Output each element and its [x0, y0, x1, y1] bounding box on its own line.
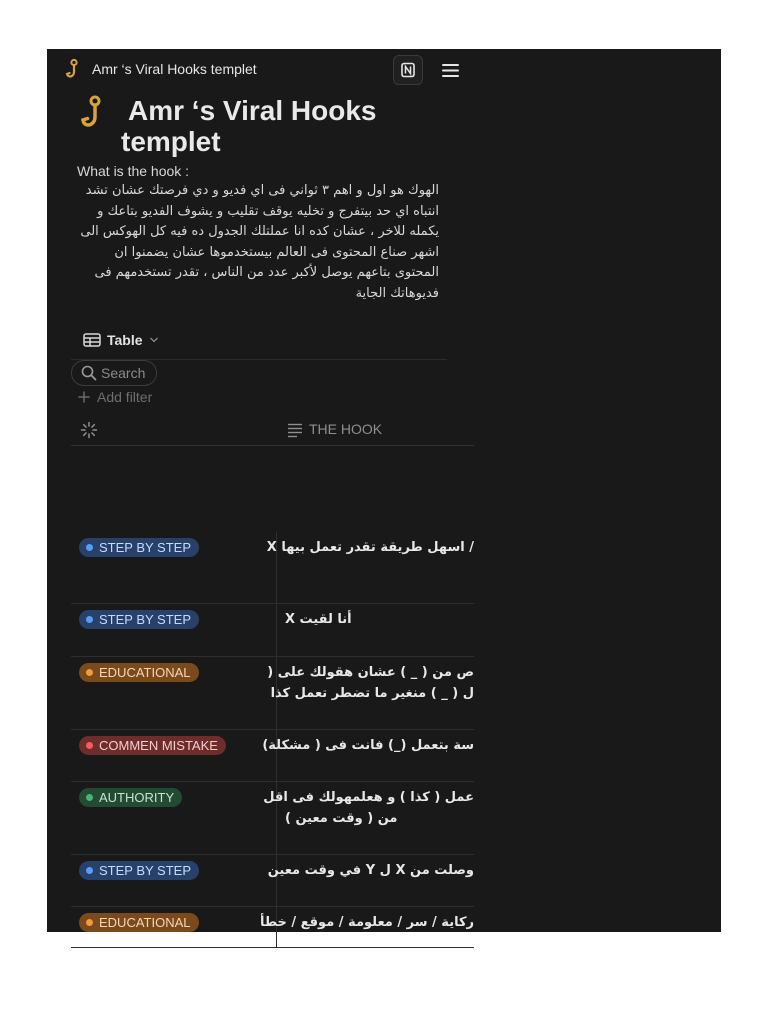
- breadcrumb-title[interactable]: Amr ‘s Viral Hooks templet: [92, 61, 257, 77]
- search-icon: [81, 365, 97, 381]
- description-body: الهوك هو اول و اهم ٣ ثواني فى اي فديو و دي فرصتك عشان تشد انتباه اي حد بيتفرج و تخليه يوقف تقليب و يشوف الفديو بتاعك و يكمله للاخر ، عشان كده انا عملتلك الجدول ده فيه كل الهوكس الى اشهر صناع المحتوى فى العالم بيستخدموها عشان يضمنوا ان المحتوى بتاعهم يوصل لأكبر عدد من الناس ، تقدر تستخدمهم فى فديوهاتك الجاية: [80, 183, 439, 301]
- tag-label: STEP BY STEP: [99, 540, 192, 555]
- tag-cell[interactable]: [71, 855, 277, 906]
- tag-label: AUTHORITY: [99, 790, 175, 805]
- tag-label: STEP BY STEP: [99, 612, 192, 627]
- hook-cell[interactable]: [259, 912, 474, 933]
- tag-label: COMMEN MISTAKE: [99, 738, 218, 753]
- tag-cell[interactable]: [71, 730, 277, 781]
- search-input[interactable]: [71, 360, 157, 386]
- hook-text: ركاية / سر / معلومة / موقع / خطأ: [259, 915, 474, 930]
- hook-cell[interactable]: [267, 662, 474, 704]
- hook-text: عمل ( كذا ) و هعلمهولك فى اقل من ( وقت معين ): [263, 790, 474, 826]
- hook-text: / اسهل طريقة تقدر تعمل بيها X: [266, 540, 474, 555]
- hook-text: وصلت من X ل Y في وقت معين: [267, 863, 474, 878]
- hook-cell[interactable]: [262, 735, 474, 756]
- description-label: What is the hook :: [77, 163, 190, 179]
- text-lines-icon: [287, 422, 303, 438]
- plus-icon: [77, 390, 91, 404]
- hook-cell[interactable]: [267, 860, 474, 881]
- tag-dot: [86, 616, 93, 623]
- view-tab-label: Table: [107, 332, 143, 348]
- hook-cell[interactable]: [285, 609, 474, 630]
- tag-dot: [86, 669, 93, 676]
- search-placeholder: Search: [101, 365, 146, 381]
- tag-dot: [86, 794, 93, 801]
- tag-label: EDUCATIONAL: [99, 665, 191, 680]
- tag-cell[interactable]: [71, 907, 277, 947]
- add-filter-label: Add filter: [97, 389, 153, 405]
- table-body: [71, 532, 474, 948]
- table-row[interactable]: [71, 782, 474, 855]
- menu-icon[interactable]: [437, 59, 463, 81]
- category-tag: [79, 913, 199, 932]
- category-tag: [79, 736, 226, 755]
- tag-dot: [86, 919, 93, 926]
- top-bar: [47, 49, 721, 91]
- hook-icon: [63, 59, 83, 81]
- category-tag: [79, 663, 199, 682]
- table-row[interactable]: [71, 855, 474, 907]
- table-row[interactable]: [71, 730, 474, 782]
- tag-label: EDUCATIONAL: [99, 915, 191, 930]
- hook-text: سة بتعمل (_) فانت فى ( مشكلة): [262, 738, 474, 753]
- table-row[interactable]: [71, 532, 474, 604]
- category-tag: [79, 861, 199, 880]
- tag-cell[interactable]: [71, 782, 277, 854]
- table-row[interactable]: [71, 907, 474, 948]
- category-tag: [79, 788, 182, 807]
- tag-label: STEP BY STEP: [99, 863, 192, 878]
- tag-dot: [86, 742, 93, 749]
- table-icon: [83, 333, 101, 347]
- status-property-icon[interactable]: [80, 421, 98, 439]
- table-row[interactable]: [71, 657, 474, 730]
- table-header: [71, 415, 474, 446]
- hook-cell[interactable]: [263, 787, 474, 829]
- view-tab-table[interactable]: [83, 329, 159, 351]
- hook-cell[interactable]: [266, 537, 474, 558]
- tag-cell[interactable]: [71, 604, 277, 656]
- notion-icon: [394, 56, 422, 84]
- tag-dot: [86, 544, 93, 551]
- table-row[interactable]: [71, 604, 474, 657]
- tag-dot: [86, 867, 93, 874]
- chevron-down-icon: [149, 336, 159, 344]
- add-filter-button[interactable]: [77, 389, 152, 405]
- app-window: [47, 49, 721, 932]
- tag-cell[interactable]: [71, 532, 277, 603]
- category-tag: [79, 538, 199, 557]
- hook-text: ص من ( _ ) عشان هقولك على ( ل ( _ ) منغير ما تضطر تعمل كذا: [267, 665, 474, 701]
- page-title: Amr ‘s Viral Hooks templet: [121, 95, 377, 157]
- category-tag: [79, 610, 199, 629]
- hook-text: أنا لقيت X: [285, 612, 352, 627]
- notion-button[interactable]: [393, 55, 423, 85]
- column-header-the-hook[interactable]: THE HOOK: [309, 421, 383, 437]
- tag-cell[interactable]: [71, 657, 277, 729]
- page-hook-icon[interactable]: [78, 95, 108, 131]
